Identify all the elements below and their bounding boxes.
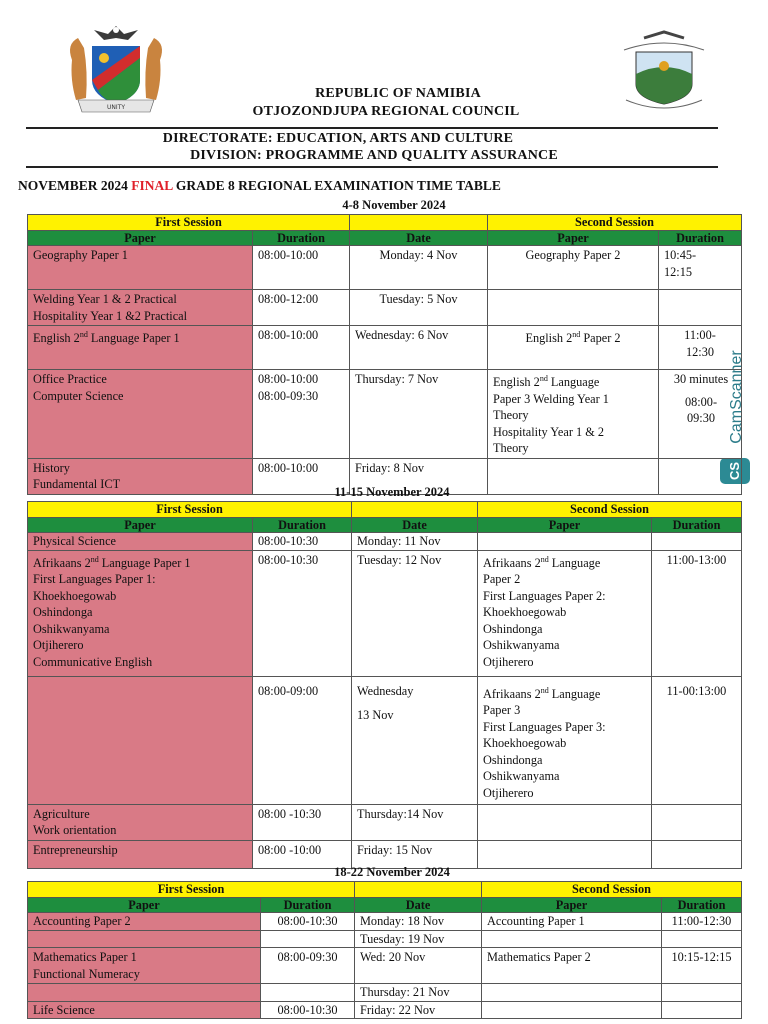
cell-line: 12:30	[685, 344, 714, 359]
cell-line: Accounting Paper 1	[487, 914, 585, 928]
duration-cell	[253, 290, 350, 326]
cell-line: 08:00-12:00	[258, 292, 319, 306]
cell-line: Hospitality Year 1 & 2	[493, 424, 605, 439]
cell-line: Wednesday	[357, 683, 414, 698]
cell-line: 08:00 -10:00	[258, 842, 322, 857]
cell-line: 08:00-10:00	[258, 372, 319, 386]
cell-line: Hospitality Year 1 &2 Practical	[33, 308, 188, 323]
cell-line: Afrikaans 2nd Language	[483, 685, 601, 701]
col-duration-2: Duration	[659, 231, 742, 246]
camscanner-badge-icon: CS	[720, 458, 750, 484]
cell-line: 08:00-10:00	[258, 248, 319, 262]
cell-line: 08:00-10:30	[277, 914, 338, 928]
header-rule-top	[26, 127, 718, 129]
cell-line: Tuesday: 5 Nov	[379, 292, 458, 306]
cell-line: Thursday: 21 Nov	[360, 985, 450, 999]
table-row	[28, 984, 742, 1002]
paper-cell	[28, 246, 253, 290]
cell-line: 10:15-12:15	[671, 950, 732, 964]
date-cell	[350, 370, 488, 459]
cell-line: First Languages Paper 2:	[483, 588, 606, 603]
cell-line: 08:00-09:00	[258, 683, 319, 698]
paper2-cell	[488, 246, 659, 290]
paper2-cell	[488, 290, 659, 326]
paper2-cell	[488, 370, 659, 459]
column-header-row: Paper Duration Date Paper Duration	[28, 898, 742, 913]
header-division: DIVISION: PROGRAMME AND QUALITY ASSURANCE	[190, 148, 558, 163]
cell-line: 11:00-12:30	[671, 914, 732, 928]
cell-line: Tuesday: 12 Nov	[357, 552, 442, 567]
cell-line: Agriculture	[33, 806, 90, 821]
header-directorate: DIRECTORATE: EDUCATION, ARTS AND CULTURE	[162, 131, 514, 146]
cell-line: First Languages Paper 1:	[33, 572, 156, 587]
duration-cell	[253, 326, 350, 370]
cell-line: 11-00:13:00	[666, 683, 727, 698]
cell-line: Paper 2	[483, 572, 521, 587]
cell-line: Work orientation	[33, 823, 117, 837]
cell-line: Otjiherero	[483, 785, 534, 800]
cell-line: Oshikwanyama	[483, 638, 560, 653]
paper-cell	[28, 370, 253, 459]
cell-line: Khoekhoegowab	[33, 588, 117, 603]
cell-line: Otjiherero	[33, 638, 84, 653]
cell-line: Afrikaans 2nd Language	[483, 554, 601, 570]
column-header-row: Paper Duration Date Paper Duration	[28, 518, 742, 533]
cell-line: Office Practice	[33, 372, 107, 386]
cell-line: Functional Numeracy	[33, 966, 140, 981]
column-header-row	[28, 231, 742, 246]
timetable-week-2	[27, 501, 742, 869]
cell-line: Monday: 4 Nov	[379, 248, 458, 262]
duration-cell	[253, 246, 350, 290]
header-rule-bottom	[26, 166, 718, 168]
cell-line: Geography Paper 1	[33, 248, 128, 262]
table-row	[28, 913, 742, 931]
cell-line: Afrikaans 2nd Language Paper 1	[33, 554, 191, 570]
table-row	[28, 804, 742, 840]
cell-line: Life Science	[33, 1002, 95, 1017]
cell-line: Oshindonga	[483, 621, 543, 636]
page-title: NOVEMBER 2024 FINAL GRADE 8 REGIONAL EXAMINATION TIME TABLE	[18, 178, 501, 193]
cell-line: 08:00-10:00	[258, 328, 319, 342]
cell-line: Mathematics Paper 2	[487, 950, 591, 964]
cell-line: Otjiherero	[483, 654, 534, 669]
col-duration: Duration	[253, 231, 350, 246]
cell-line: Theory	[493, 441, 529, 456]
cell-line: Physical Science	[33, 534, 116, 548]
duration2-cell	[659, 370, 742, 459]
cell-line: 11:00-	[684, 328, 716, 342]
cell-line: History	[33, 460, 70, 475]
cell-line: English 2nd Language Paper 1	[33, 330, 180, 346]
session-header-row	[28, 215, 742, 231]
cell-line: Theory	[493, 408, 529, 423]
cell-line: Friday: 8 Nov	[355, 460, 424, 475]
cell-line: Oshikwanyama	[483, 769, 560, 784]
table-row	[28, 676, 742, 804]
week-range: 4-8 November 2024	[342, 198, 446, 212]
cell-line: 13 Nov	[357, 708, 394, 722]
cell-line: Geography Paper 2	[525, 248, 621, 262]
cell-line: 08:00-10:00	[258, 460, 319, 475]
cell-line: Oshikwanyama	[33, 621, 110, 636]
final-word: FINAL	[131, 178, 173, 193]
duration2-cell	[659, 246, 742, 290]
cell-line: Oshindonga	[33, 605, 93, 620]
cell-line: 30 minutes	[673, 372, 729, 386]
first-session-label: First Session	[28, 215, 350, 231]
cell-line: Tuesday: 19 Nov	[360, 931, 445, 946]
cell-line: 08:00-10:30	[258, 534, 319, 548]
cell-line: First Languages Paper 3:	[483, 719, 606, 734]
table-row	[28, 290, 742, 326]
cell-line: Accounting Paper 2	[33, 914, 131, 928]
cell-line: 08:00-09:30	[277, 950, 338, 964]
col-paper-2: Paper	[488, 231, 659, 246]
header-council: OTJOZONDJUPA REGIONAL COUNCIL	[252, 104, 520, 119]
table-row	[28, 1001, 742, 1019]
table-row	[28, 326, 742, 370]
paper2-cell	[488, 326, 659, 370]
cell-line: Mathematics Paper 1	[33, 950, 137, 964]
cell-line: Welding Year 1 & 2 Practical	[33, 292, 177, 306]
table-row	[28, 370, 742, 459]
cell-line: Monday: 11 Nov	[357, 534, 441, 548]
cell-line: 08:00-09:30	[258, 388, 319, 403]
week-range: 11-15 November 2024	[334, 485, 450, 499]
cell-line: Khoekhoegowab	[483, 736, 567, 751]
cell-line: Fundamental ICT	[33, 477, 121, 492]
cell-line: English 2nd Paper 2	[525, 330, 621, 346]
session-header-row: First Session Second Session	[28, 882, 742, 898]
cell-line: Monday: 18 Nov	[360, 914, 445, 928]
svg-text:UNITY: UNITY	[107, 104, 125, 111]
table-row	[28, 246, 742, 290]
cell-line: Oshindonga	[483, 752, 543, 767]
cell-line: Thursday: 7 Nov	[355, 372, 439, 386]
cell-line: Wednesday: 6 Nov	[355, 328, 449, 342]
date-cell	[350, 290, 488, 326]
table-row	[28, 948, 742, 984]
cell-line: Friday: 15 Nov	[357, 842, 433, 857]
cell-line: 08:00 -10:30	[258, 806, 322, 821]
week-range: 18-22 November 2024	[334, 865, 450, 879]
cell-line: Paper 3	[483, 703, 521, 718]
cell-line: 10:45-	[664, 248, 697, 262]
cell-line: Friday: 22 Nov	[360, 1002, 436, 1017]
duration2-cell	[659, 290, 742, 326]
cell-line: English 2nd Language	[493, 374, 600, 390]
table-row	[28, 533, 742, 551]
col-paper: Paper	[28, 231, 253, 246]
timetable-week-3	[27, 881, 742, 1019]
timetable-week-1	[27, 214, 742, 495]
cell-line: 08:00-	[684, 394, 718, 409]
cell-line: 11:00-13:00	[666, 552, 727, 567]
cell-line: 12:15	[664, 264, 693, 279]
cell-line: Wed: 20 Nov	[360, 950, 426, 964]
date-cell	[350, 246, 488, 290]
cell-line: Paper 3 Welding Year 1	[493, 391, 609, 406]
camscanner-text: CamScanner	[728, 350, 745, 444]
col-date: Date	[350, 231, 488, 246]
cell-line: Thursday:14 Nov	[357, 806, 444, 821]
cell-line: Computer Science	[33, 388, 124, 403]
duration-cell	[253, 370, 350, 459]
date-cell	[350, 326, 488, 370]
second-session-label: Second Session	[488, 215, 742, 231]
cell-line: 08:00-10:30	[258, 552, 319, 567]
session-header-row: First Session Second Session	[28, 502, 742, 518]
paper-cell	[28, 290, 253, 326]
cell-line: Entrepreneurship	[33, 842, 118, 857]
table-row	[28, 930, 742, 948]
cell-line	[357, 699, 472, 707]
table-row	[28, 840, 742, 868]
cell-line: 09:30	[686, 411, 715, 425]
header-country: REPUBLIC OF NAMIBIA	[315, 86, 481, 101]
table-row	[28, 550, 742, 676]
cell-line: Communicative English	[33, 654, 153, 669]
cell-line: Khoekhoegowab	[483, 605, 567, 620]
duration2-cell	[659, 326, 742, 370]
cell-line: 08:00-10:30	[277, 1002, 338, 1017]
paper-cell	[28, 326, 253, 370]
